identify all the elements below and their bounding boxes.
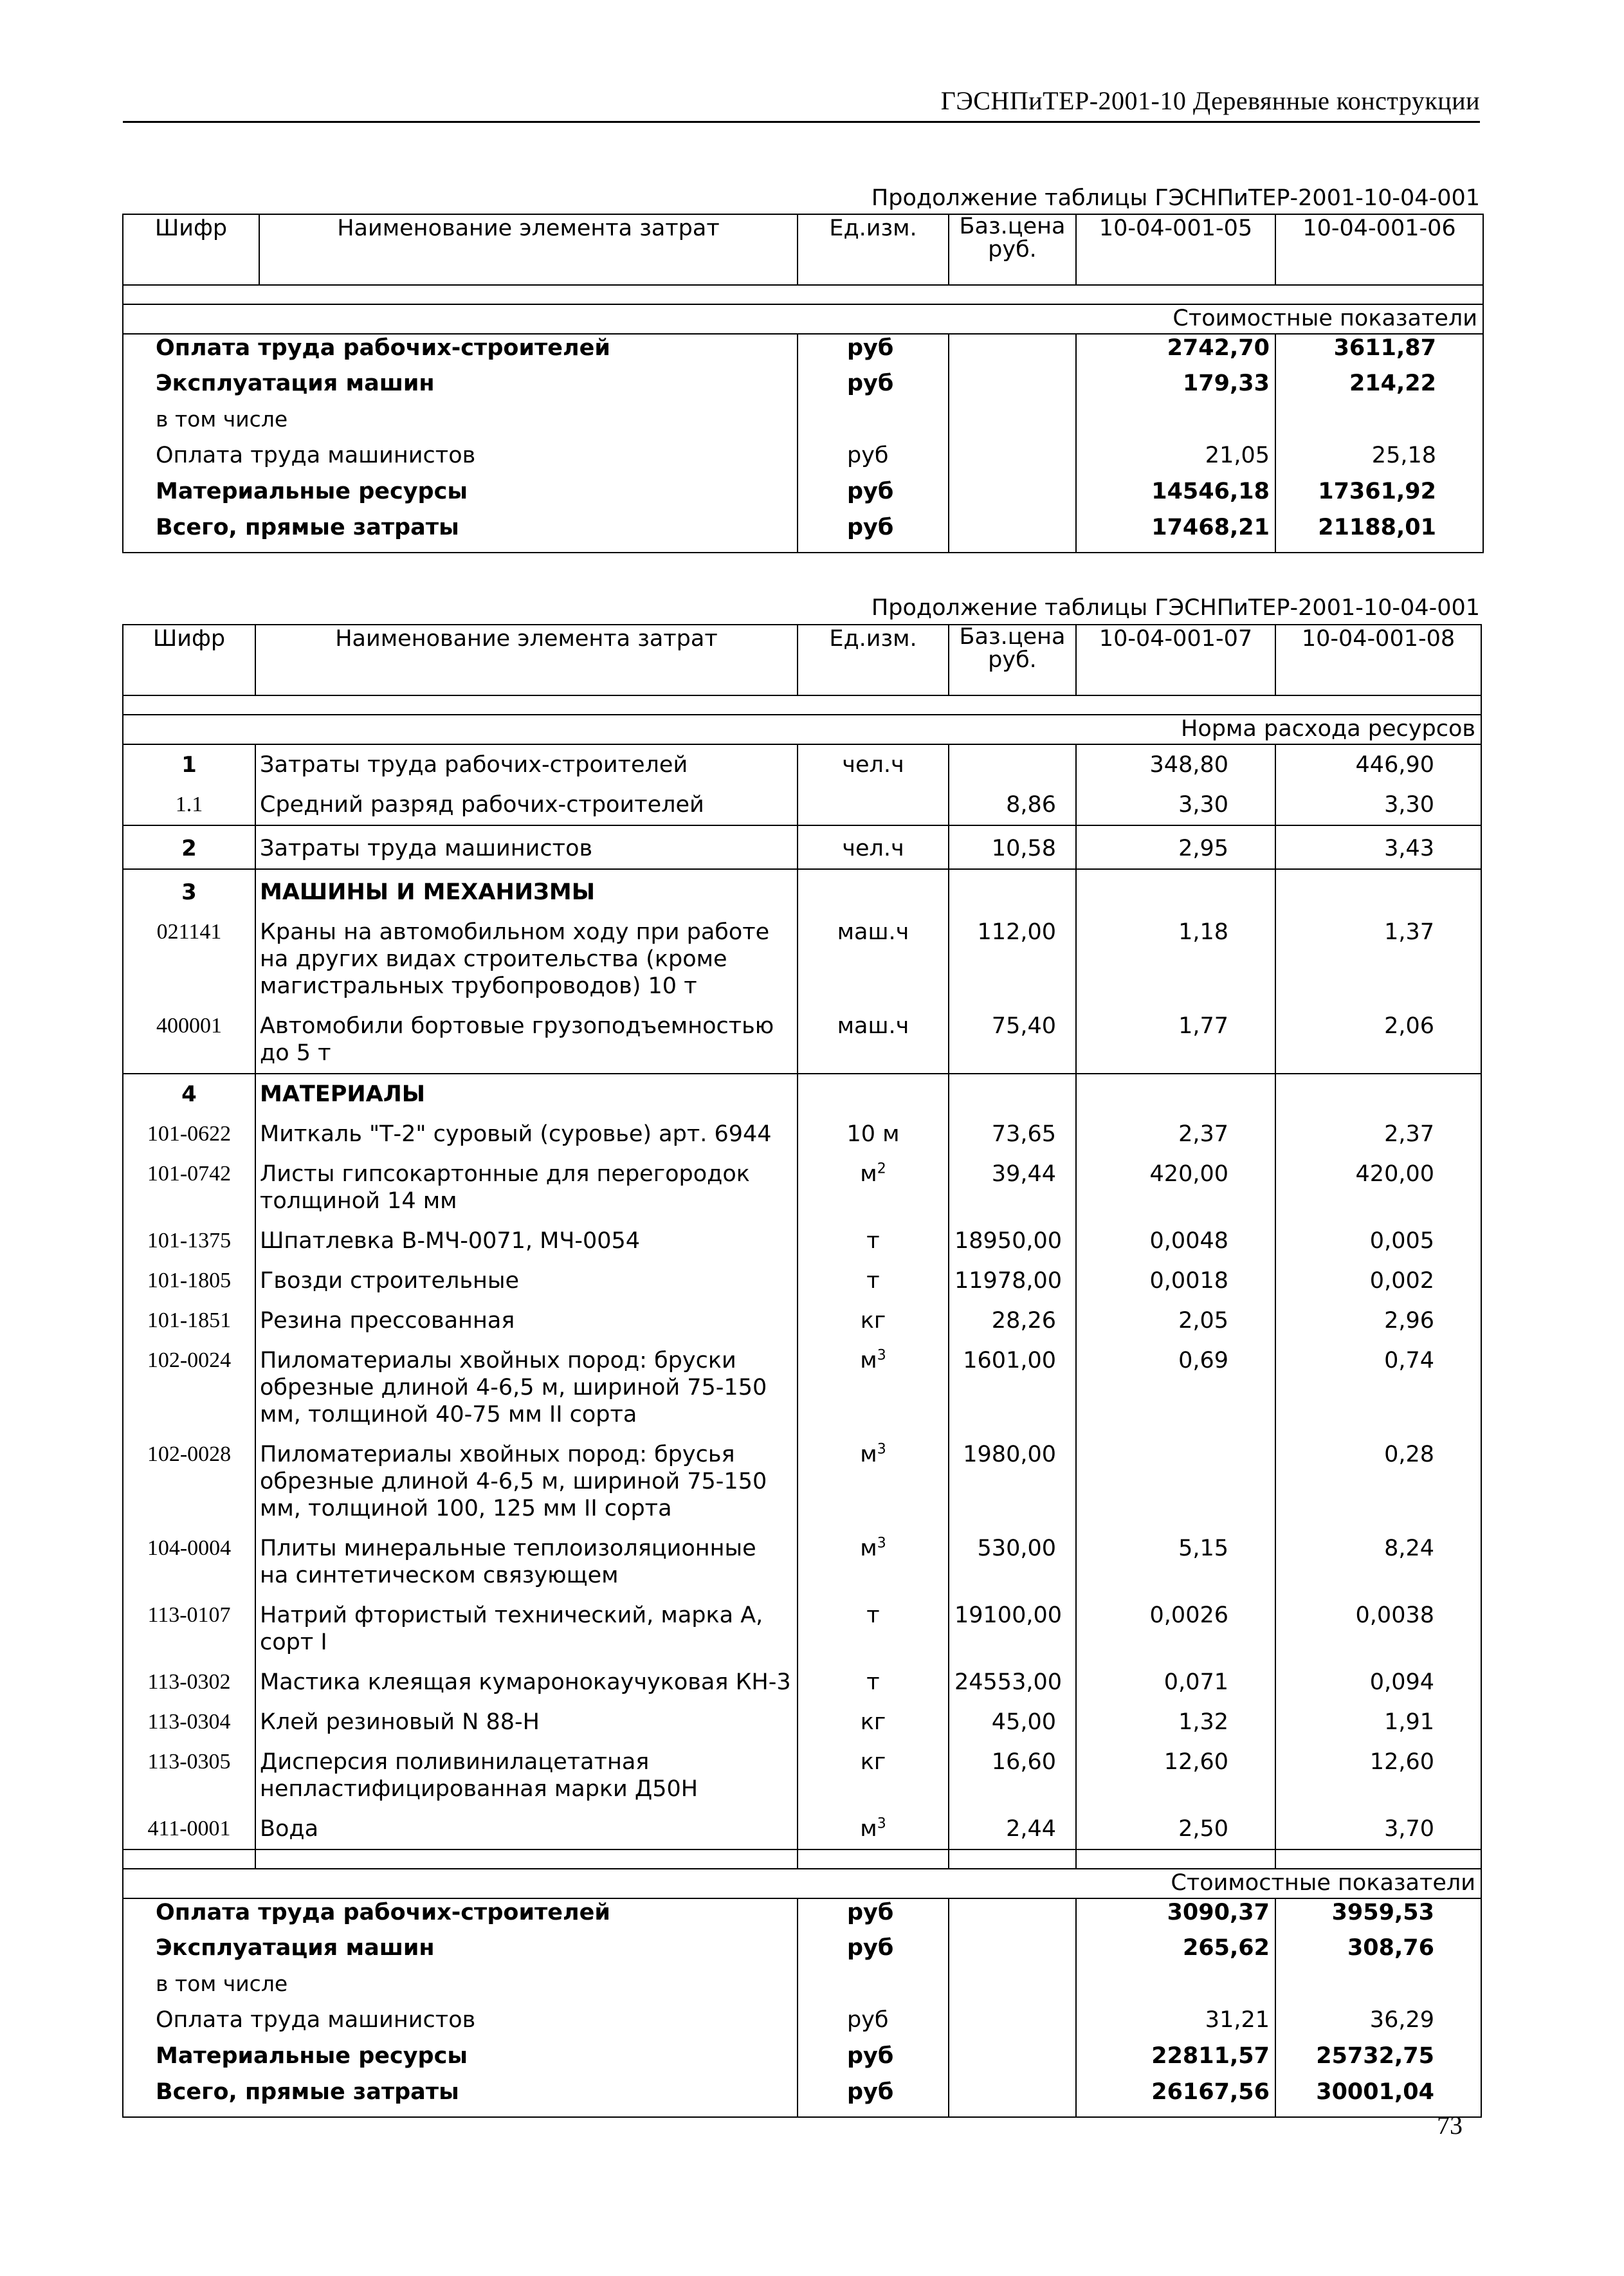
running-header [123,84,1480,123]
resource-norm-a [1076,1074,1275,1114]
totals-price [949,334,1076,370]
totals-value-a: 265,62 [1076,1934,1275,1970]
resource-name: Мастика клеящая кумаронокаучуковая КН-3 [255,1662,798,1702]
totals-price [949,1898,1076,1934]
resource-norm-b: 0,74 [1275,1341,1481,1435]
resource-norm-b [1275,869,1481,912]
spacer-row [123,285,1483,304]
totals-value-b: 21188,01 [1275,514,1483,553]
resource-row [123,1154,1481,1221]
table2-section2-row [123,1869,1481,1898]
resource-norm-b: 3,70 [1275,1809,1481,1849]
resource-base-price: 39,44 [949,1154,1076,1221]
resource-base-price [949,744,1076,785]
totals-value-a [1076,406,1275,442]
page-number: 73 [1437,2111,1463,2140]
resource-name: Пиломатериалы хвойных пород: бруски обрезные длиной 4-6,5 м, шириной 75-150 мм, толщиной 40-75 мм II сорта [255,1341,798,1435]
totals-row [123,442,1483,478]
resource-row [123,1662,1481,1702]
resource-norm-a [1076,869,1275,912]
resource-code: 101-0742 [123,1154,255,1221]
totals-row [123,1898,1481,1934]
col-header-unit: Ед.изм. [798,625,949,695]
unit-superscript: 3 [877,1347,886,1364]
resource-unit-text: кг [860,1749,886,1775]
resource-row [123,1742,1481,1809]
resource-unit-text: т [866,1228,880,1254]
totals-price [949,2042,1076,2079]
column-header-row [123,214,1483,285]
totals-value-a: 3090,37 [1076,1898,1275,1934]
resource-unit-text: м [860,1536,877,1561]
totals-value-b: 25732,75 [1275,2042,1481,2079]
resource-unit [798,1221,949,1261]
totals-name: Оплата труда рабочих-строителей [123,1898,798,1934]
totals-row [123,1970,1481,2006]
resource-row [123,1435,1481,1528]
resource-unit [798,1595,949,1662]
col-header-name: Наименование элемента затрат [259,214,798,285]
resource-norm-a: 2,37 [1076,1114,1275,1154]
totals-row [123,514,1483,553]
resource-name: Краны на автомобильном ходу при работе на других видах строительства (кроме магистральных трубопроводов) 10 т [255,912,798,1006]
totals-unit: руб [798,334,949,370]
resource-unit-text: чел.ч [842,752,904,778]
totals-row [123,370,1483,406]
resource-base-price [949,1074,1076,1114]
col-header-code: Шифр [123,625,255,695]
resource-row [123,1114,1481,1154]
spacer-row [123,695,1481,715]
col-header-code: Шифр [123,214,259,285]
resource-unit-text: м [860,1816,877,1842]
resource-code: 400001 [123,1006,255,1074]
totals-name: Материальные ресурсы [123,2042,798,2079]
resource-code: 101-0622 [123,1114,255,1154]
resource-code: 101-1375 [123,1221,255,1261]
totals-price [949,442,1076,478]
section-label: Стоимостные показатели [123,1869,1481,1898]
resource-row [123,869,1481,912]
resource-norm-b: 2,37 [1275,1114,1481,1154]
resource-code: 4 [123,1074,255,1114]
totals-unit: руб [798,478,949,514]
totals-value-b: 3611,87 [1275,334,1483,370]
resource-name: Дисперсия поливинилацетатная непластифицированная марки Д50Н [255,1742,798,1809]
resource-unit [798,869,949,912]
resource-row [123,1221,1481,1261]
totals-row [123,478,1483,514]
resource-norm-b: 2,06 [1275,1006,1481,1074]
totals-unit: руб [798,370,949,406]
resource-unit-text: маш.ч [837,919,909,945]
resource-unit [798,1528,949,1595]
resource-code: 3 [123,869,255,912]
resource-base-price: 10,58 [949,825,1076,869]
col-header-norm-a: 10-04-001-05 [1076,214,1275,285]
resource-unit-text: чел.ч [842,836,904,861]
spacer-row [123,1849,1481,1869]
resource-unit-text: т [866,1602,880,1628]
resource-name: Плиты минеральные теплоизоляционные на синтетическом связующем [255,1528,798,1595]
totals-name: Эксплуатация машин [123,370,798,406]
resource-unit [798,1114,949,1154]
totals-name: Эксплуатация машин [123,1934,798,1970]
totals-row [123,406,1483,442]
resource-name: Клей резиновый N 88-Н [255,1702,798,1742]
resource-code: 1 [123,744,255,785]
resource-code: 101-1851 [123,1301,255,1341]
col-header-base-price: Баз.цена руб. [949,214,1076,285]
table1-section-row [123,304,1483,334]
totals-value-b [1275,1970,1481,2006]
totals-price [949,514,1076,553]
resource-unit-text: м [860,1442,877,1467]
resource-norm-b: 1,91 [1275,1702,1481,1742]
totals-name: в том числе [123,406,798,442]
resource-base-price: 8,86 [949,785,1076,825]
resource-unit [798,785,949,825]
totals-name: Всего, прямые затраты [123,514,798,553]
col-header-name: Наименование элемента затрат [255,625,798,695]
totals-value-b [1275,406,1483,442]
section-label: Стоимостные показатели [123,304,1483,334]
table1-continuation-caption: Продолжение таблицы ГЭСНПиТЕР-2001-10-04-001 [871,185,1480,211]
resource-norm-a: 1,77 [1076,1006,1275,1074]
resource-name: Затраты труда машинистов [255,825,798,869]
resource-unit-text: т [866,1268,880,1294]
totals-name: в том числе [123,1970,798,2006]
resource-row [123,825,1481,869]
resource-row [123,1702,1481,1742]
totals-price [949,2006,1076,2042]
resource-row [123,785,1481,825]
col-header-norm-b: 10-04-001-06 [1275,214,1483,285]
resource-norm-a: 420,00 [1076,1154,1275,1221]
totals-unit [798,1970,949,2006]
totals-price [949,406,1076,442]
totals-value-b: 17361,92 [1275,478,1483,514]
resource-name: Вода [255,1809,798,1849]
totals-unit: руб [798,1934,949,1970]
resource-row [123,1595,1481,1662]
resource-row [123,744,1481,785]
totals-value-a: 17468,21 [1076,514,1275,553]
resource-row [123,1528,1481,1595]
totals-value-a: 26167,56 [1076,2079,1275,2117]
resource-norm-b: 0,28 [1275,1435,1481,1528]
resource-row [123,1809,1481,1849]
col-header-unit: Ед.изм. [798,214,949,285]
resource-norm-b: 0,0038 [1275,1595,1481,1662]
totals-value-b: 308,76 [1275,1934,1481,1970]
totals-row [123,2079,1481,2117]
resource-code: 113-0304 [123,1702,255,1742]
totals-value-b: 25,18 [1275,442,1483,478]
resource-unit [798,1702,949,1742]
resource-base-price [949,869,1076,912]
totals-name: Оплата труда рабочих-строителей [123,334,798,370]
resource-norm-b: 8,24 [1275,1528,1481,1595]
resource-norm-a: 12,60 [1076,1742,1275,1809]
resource-unit [798,1154,949,1221]
resource-code: 102-0024 [123,1341,255,1435]
resource-name: Затраты труда рабочих-строителей [255,744,798,785]
totals-value-a [1076,1970,1275,2006]
table2-section-row [123,715,1481,744]
resource-unit [798,912,949,1006]
resource-norm-b: 3,43 [1275,825,1481,869]
resource-norm-a: 1,18 [1076,912,1275,1006]
totals-row [123,2042,1481,2079]
totals-value-b: 3959,53 [1275,1898,1481,1934]
resource-unit [798,825,949,869]
resource-unit [798,1261,949,1301]
totals-value-b: 36,29 [1275,2006,1481,2042]
resource-name: Листы гипсокартонные для перегородок толщиной 14 мм [255,1154,798,1221]
unit-superscript: 3 [877,1535,886,1552]
resource-base-price: 75,40 [949,1006,1076,1074]
resource-code: 021141 [123,912,255,1006]
resource-unit [798,1074,949,1114]
resource-row [123,912,1481,1006]
resource-name: Натрий фтористый технический, марка А, сорт I [255,1595,798,1662]
resource-name: Автомобили бортовые грузоподъемностью до 5 т [255,1006,798,1074]
totals-price [949,478,1076,514]
resource-norm-a: 1,32 [1076,1702,1275,1742]
totals-value-b: 30001,04 [1275,2079,1481,2117]
resource-norm-a: 0,0018 [1076,1261,1275,1301]
totals-value-b: 214,22 [1275,370,1483,406]
unit-superscript: 3 [877,1815,886,1832]
resource-base-price: 24553,00 [949,1662,1076,1702]
resource-norm-a: 0,69 [1076,1341,1275,1435]
resource-norm-b [1275,1074,1481,1114]
totals-price [949,1934,1076,1970]
resource-row [123,1006,1481,1074]
totals-value-a: 22811,57 [1076,2042,1275,2079]
totals-unit: руб [798,442,949,478]
section-label: Норма расхода ресурсов [123,715,1481,744]
resource-unit-text: маш.ч [837,1013,909,1039]
totals-unit: руб [798,2042,949,2079]
resource-unit [798,1341,949,1435]
totals-row [123,334,1483,370]
column-header-row [123,625,1481,695]
resource-norm-b: 0,002 [1275,1261,1481,1301]
resource-norm-a: 348,80 [1076,744,1275,785]
resource-norm-b: 446,90 [1275,744,1481,785]
totals-price [949,1970,1076,2006]
resource-row [123,1261,1481,1301]
resource-base-price: 18950,00 [949,1221,1076,1261]
resource-norm-a: 3,30 [1076,785,1275,825]
totals-price [949,2079,1076,2117]
resource-row [123,1074,1481,1114]
totals-name: Всего, прямые затраты [123,2079,798,2117]
resource-unit [798,1435,949,1528]
resource-base-price: 2,44 [949,1809,1076,1849]
resource-name: Миткаль "Т-2" суровый (суровье) арт. 6944 [255,1114,798,1154]
resource-name: Шпатлевка В-МЧ-0071, МЧ-0054 [255,1221,798,1261]
totals-unit: руб [798,1898,949,1934]
resource-code: 1.1 [123,785,255,825]
totals-unit: руб [798,514,949,553]
resource-unit-text: 10 м [846,1121,900,1147]
resource-norm-b: 420,00 [1275,1154,1481,1221]
resource-base-price: 11978,00 [949,1261,1076,1301]
resource-code: 2 [123,825,255,869]
totals-name: Материальные ресурсы [123,478,798,514]
resource-base-price: 16,60 [949,1742,1076,1809]
totals-name: Оплата труда машинистов [123,2006,798,2042]
resource-code: 411-0001 [123,1809,255,1849]
resource-norm-a: 2,95 [1076,825,1275,869]
resource-code: 104-0004 [123,1528,255,1595]
running-header-title: ГЭСНПиТЕР-2001-10 Деревянные конструкции [940,86,1480,115]
resource-norm-a: 2,05 [1076,1301,1275,1341]
resource-unit [798,744,949,785]
totals-row [123,1934,1481,1970]
resource-norm-a: 0,071 [1076,1662,1275,1702]
totals-value-a: 14546,18 [1076,478,1275,514]
resource-unit-text: кг [860,1709,886,1735]
totals-unit: руб [798,2006,949,2042]
resource-name: МАШИНЫ И МЕХАНИЗМЫ [255,869,798,912]
resource-unit-text: т [866,1669,880,1695]
resource-base-price: 1601,00 [949,1341,1076,1435]
col-header-norm-a: 10-04-001-07 [1076,625,1275,695]
resource-unit-text: м [860,1161,877,1187]
resource-row [123,1301,1481,1341]
totals-unit: руб [798,2079,949,2117]
resource-unit [798,1301,949,1341]
totals-value-a: 2742,70 [1076,334,1275,370]
resource-base-price: 112,00 [949,912,1076,1006]
resource-norm-a: 2,50 [1076,1809,1275,1849]
col-header-norm-b: 10-04-001-08 [1275,625,1481,695]
resource-norm-b: 0,094 [1275,1662,1481,1702]
totals-price [949,370,1076,406]
totals-value-a: 179,33 [1076,370,1275,406]
resource-unit [798,1662,949,1702]
resource-code: 101-1805 [123,1261,255,1301]
resource-unit [798,1006,949,1074]
unit-superscript: 2 [877,1161,886,1177]
resource-norm-a [1076,1435,1275,1528]
resource-code: 102-0028 [123,1435,255,1528]
totals-unit [798,406,949,442]
resource-base-price: 1980,00 [949,1435,1076,1528]
resource-code: 113-0305 [123,1742,255,1809]
resource-base-price: 28,26 [949,1301,1076,1341]
resource-norm-b: 1,37 [1275,912,1481,1006]
table2-continuation-caption: Продолжение таблицы ГЭСНПиТЕР-2001-10-04-001 [871,595,1480,621]
resource-name: МАТЕРИАЛЫ [255,1074,798,1114]
resource-base-price: 45,00 [949,1702,1076,1742]
resource-code: 113-0107 [123,1595,255,1662]
resource-name: Пиломатериалы хвойных пород: брусья обрезные длиной 4-6,5 м, шириной 75-150 мм, толщиной 100, 125 мм II сорта [255,1435,798,1528]
resource-norm-b: 2,96 [1275,1301,1481,1341]
resource-norm-b: 0,005 [1275,1221,1481,1261]
resource-unit-text: кг [860,1308,886,1334]
col-header-base-price: Баз.цена руб. [949,625,1076,695]
resource-base-price: 530,00 [949,1528,1076,1595]
resource-norm-a: 0,0026 [1076,1595,1275,1662]
resource-unit-text: м [860,1348,877,1373]
resource-unit [798,1809,949,1849]
totals-value-a: 31,21 [1076,2006,1275,2042]
totals-name: Оплата труда машинистов [123,442,798,478]
unit-superscript: 3 [877,1441,886,1458]
resource-table-2 [122,624,1482,2118]
totals-value-a: 21,05 [1076,442,1275,478]
resource-norm-b: 12,60 [1275,1742,1481,1809]
resource-norm-b: 3,30 [1275,785,1481,825]
resource-norm-a: 0,0048 [1076,1221,1275,1261]
resource-base-price: 73,65 [949,1114,1076,1154]
resource-name: Средний разряд рабочих-строителей [255,785,798,825]
resource-unit [798,1742,949,1809]
resource-norm-a: 5,15 [1076,1528,1275,1595]
resource-code: 113-0302 [123,1662,255,1702]
cost-table-1 [122,214,1484,553]
resource-row [123,1341,1481,1435]
resource-name: Гвозди строительные [255,1261,798,1301]
resource-base-price: 19100,00 [949,1595,1076,1662]
totals-row [123,2006,1481,2042]
resource-name: Резина прессованная [255,1301,798,1341]
